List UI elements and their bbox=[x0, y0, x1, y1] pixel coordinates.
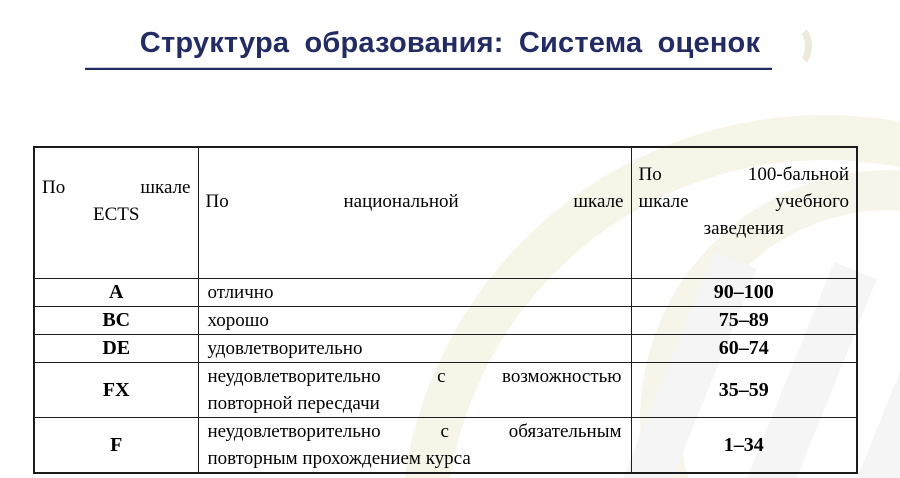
table-row bbox=[34, 363, 857, 418]
national-grade-cell bbox=[198, 363, 631, 418]
table-row bbox=[34, 335, 857, 363]
national-grade-cell: хорошо bbox=[198, 307, 631, 335]
national-text: неудовлетворительно bbox=[207, 421, 381, 442]
header-text: учебного bbox=[775, 190, 849, 212]
national-grade-cell: удовлетворительно bbox=[198, 335, 631, 363]
header-text: шкале bbox=[638, 190, 689, 212]
header-ects-scale bbox=[34, 147, 198, 279]
table-row bbox=[34, 279, 857, 307]
national-text: повторной пересдачи bbox=[207, 393, 380, 414]
national-grade-cell: отлично bbox=[198, 279, 631, 307]
table-row bbox=[34, 307, 857, 335]
header-national-scale bbox=[198, 147, 631, 279]
points-range-cell: 35–59 bbox=[631, 363, 857, 418]
ects-grade-cell: F bbox=[34, 418, 198, 474]
header-text: ECTS bbox=[93, 204, 140, 225]
title-underline bbox=[85, 67, 772, 70]
grades-table bbox=[33, 146, 858, 474]
national-text: возможностью bbox=[501, 366, 622, 387]
points-range-cell: 1–34 bbox=[631, 418, 857, 474]
ects-grade-cell: DE bbox=[34, 335, 198, 363]
header-text: заведения bbox=[703, 217, 784, 239]
header-text: По bbox=[205, 190, 229, 212]
slide-title: Структура образования: Система оценок bbox=[139, 27, 761, 59]
header-text: По bbox=[42, 177, 66, 198]
header-text: шкале bbox=[573, 190, 624, 212]
national-text: с bbox=[437, 366, 446, 387]
table-header-row bbox=[34, 147, 857, 279]
national-grade-cell bbox=[198, 418, 631, 474]
header-text: национальной bbox=[343, 190, 459, 212]
header-text: По bbox=[638, 163, 662, 185]
points-range-cell: 75–89 bbox=[631, 307, 857, 335]
ects-grade-cell: FX bbox=[34, 363, 198, 418]
national-text: с bbox=[440, 421, 449, 442]
table-row bbox=[34, 418, 857, 474]
header-text: шкале bbox=[140, 177, 191, 198]
header-points-scale bbox=[631, 147, 857, 279]
national-text: обязательным bbox=[508, 421, 622, 442]
points-range-cell: 90–100 bbox=[631, 279, 857, 307]
ects-grade-cell: A bbox=[34, 279, 198, 307]
national-text: неудовлетворительно bbox=[207, 366, 381, 387]
national-text: повторным прохождением курса bbox=[207, 448, 471, 469]
header-text: 100-бальной bbox=[747, 163, 849, 185]
ects-grade-cell: BC bbox=[34, 307, 198, 335]
points-range-cell: 60–74 bbox=[631, 335, 857, 363]
